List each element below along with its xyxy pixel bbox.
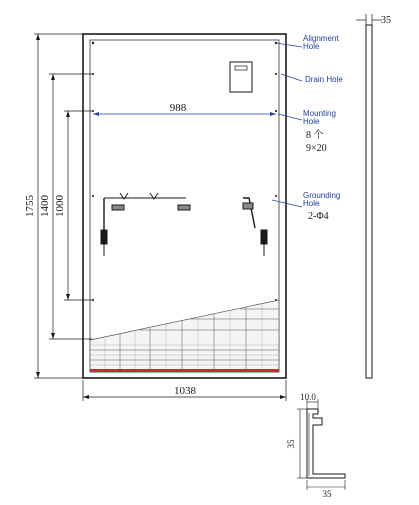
- alignment-hole-label: Alignment Hole: [303, 34, 339, 51]
- frame-profile: [297, 399, 345, 490]
- dimension-1000: 1000: [54, 195, 66, 217]
- dimension-1755: 1755: [24, 195, 36, 217]
- cell-area: [90, 300, 279, 372]
- dimension-1400: 1400: [39, 195, 51, 217]
- profile-bottom-width: 35: [322, 489, 332, 499]
- side-depth-dimension: 35: [381, 15, 391, 26]
- grounding-hole-size: 2-Φ4: [308, 211, 329, 222]
- grounding-hole-label: Grounding Hole: [303, 191, 341, 208]
- mounting-hole-size: 9×20: [306, 143, 327, 154]
- profile-height: 35: [286, 439, 296, 449]
- mounting-hole-quantity: 8 个: [306, 130, 324, 141]
- cable-assembly: [101, 193, 267, 256]
- dimension-988: 988: [169, 102, 187, 114]
- junction-box: [230, 62, 252, 92]
- dimension-1038: 1038: [174, 385, 196, 397]
- mounting-hole-label: Mounting Hole: [303, 109, 336, 126]
- side-view: [356, 14, 382, 378]
- drain-hole-label: Drain Hole: [305, 75, 343, 84]
- callout-leaders: [272, 43, 302, 207]
- alignment-holes: [92, 42, 277, 301]
- profile-top-width: 10.0: [300, 392, 316, 402]
